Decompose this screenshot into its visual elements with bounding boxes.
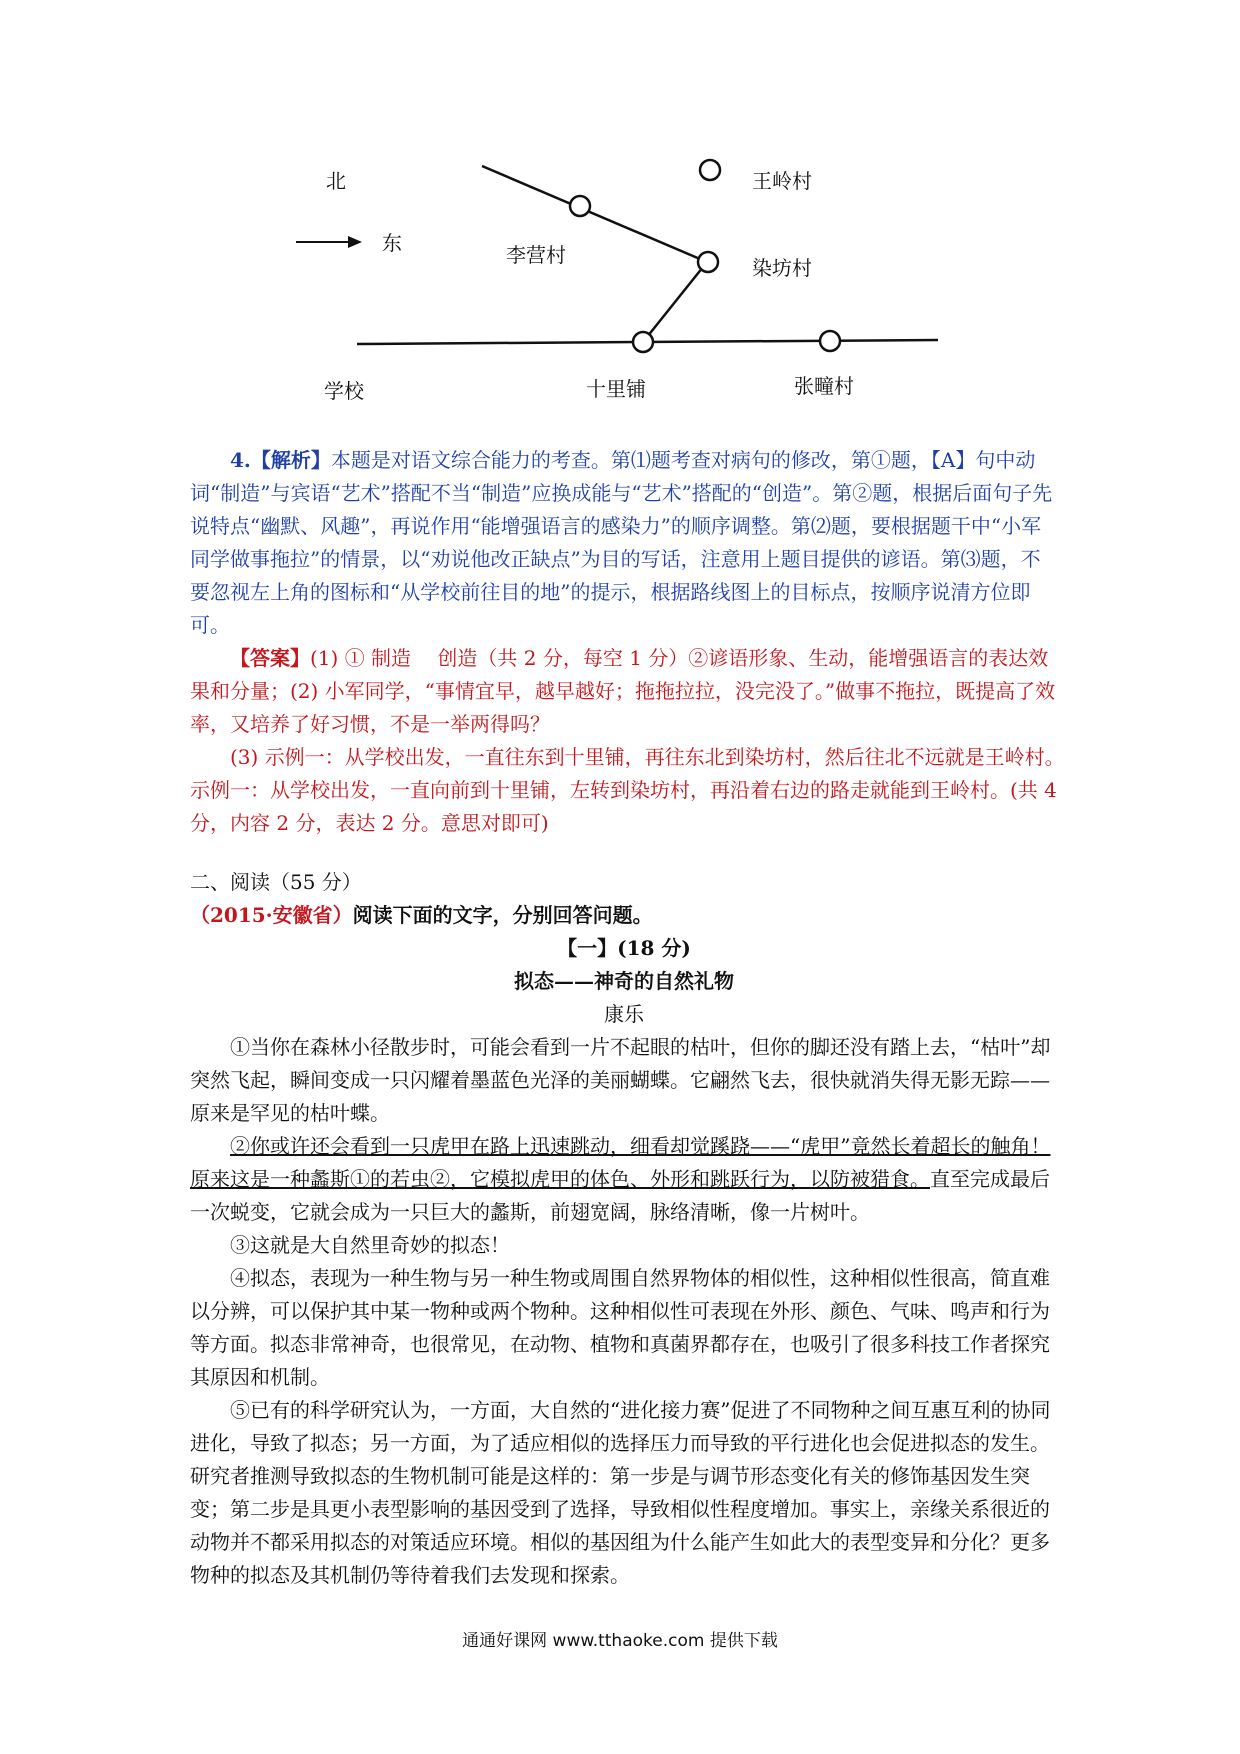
article-paragraph-2-underlined: ②你或许还会看到一只虎甲在路上迅速跳动，细看却觉蹊跷——“虎甲”竟然长着超长的触角！原来这是一种蠡斯①的若虫②，它模拟虎甲的体色、外形和跳跃行为，以防被猎食。 — [190, 1134, 1051, 1191]
article-paragraph-3: ③这就是大自然里奇妙的拟态！ — [230, 1233, 510, 1257]
article-title: 拟态——神奇的自然礼物 — [514, 969, 734, 993]
article-paragraph-4: ④拟态，表现为一种生物与另一种生物或周围自然界物体的相似性，这种相似性很高，简直难以分辨，可以保护其中某一物种或两个物种。这种相似性可表现在外形、颜色、气味、鸣声和行为等方面。拟态非常神奇，也很常见，在动物、植物和真菌界都存在，也吸引了很多科技工作者探究其原因和机制。 — [190, 1266, 1050, 1389]
village-label-wangling: 王岭村 — [752, 169, 812, 193]
answer-paragraph-2 — [190, 741, 1075, 840]
roads — [357, 166, 938, 344]
page-footer: 通通好课网 www.tthaoke.com 提供下载 — [462, 1631, 778, 1651]
question-source: （2015·安徽省） — [190, 903, 353, 927]
village-label-liying: 李营村 — [506, 243, 566, 267]
route-map — [0, 0, 1240, 420]
answer-label: 【答案】 — [230, 646, 310, 670]
section-heading: 二、阅读（55 分） — [190, 870, 362, 894]
village-label-zhangtong: 张疃村 — [794, 374, 854, 398]
question-source-line — [190, 899, 1058, 932]
answer-paragraph — [190, 642, 1058, 741]
answer-text-2: (3) 示例一：从学校出发，一直往东到十里铺，再往东北到染坊村，然后往北不远就是王岭村。 示例一：从学校出发，一直向前到十里铺，左转到染坊村，再沿着右边的路走就能到王岭村。(共 4 分，内容 2 分，表达 2 分。意思对即可) — [190, 745, 1075, 835]
article-paragraph-1: ①当你在森林小径散步时，可能会看到一片不起眼的枯叶，但你的脚还没有踏上去，“枯叶”却突然飞起，瞬间变成一只闪耀着墨蓝色光泽的美丽蝴蝶。它翩然飞去，很快就消失得无影无踪——原来是罕见的枯叶蝶。 — [190, 1035, 1051, 1125]
village-marker-zhangtong — [820, 331, 840, 351]
village-marker-ranfang — [698, 252, 718, 272]
village-label-school: 学校 — [324, 379, 364, 403]
question-instruction: 阅读下面的文字，分别回答问题。 — [352, 903, 653, 927]
reading-section — [190, 866, 1058, 1592]
analysis-text: 本题是对语文综合能力的考查。第⑴题考查对病句的修改，第①题，【A】句中动词“制造”与宾语“艺术”搭配不当“制造”应换成能与“艺术”搭配的“创造”。第②题，根据后面句子先说特点“幽默、风趣”，再说作用“能增强语言的感染力”的顺序调整。第⑵题，要根据题干中“小军同学做事拖拉”的情景，以“劝说他改正缺点”为目的写话，注意用上题目提供的谚语。第⑶题，不要忽视左上角的图标和“从学校前往目的地”的提示，根据路线图上的目标点，按顺序说清方位即可。 — [190, 448, 1053, 637]
village-label-ranfang: 染坊村 — [752, 256, 812, 280]
analysis-label: 4.【解析】 — [230, 448, 331, 472]
article-paragraph-2-rest: 直至完成最后一次蜕变，它就会成为一只巨大的蠡斯，前翅宽阔，脉络清晰，像一片树叶。 — [190, 1167, 1050, 1224]
village-marker-wangling — [700, 160, 720, 180]
answer-text-1: (1) ① 制造 创造（共 2 分，每空 1 分）②谚语形象、生动，能增强语言的表达效果和分量；(2) 小军同学，“事情宜早，越早越好；拖拖拉拉，没完没了。”做事不拖拉，既提高了效率，又培养了好习惯，不是一举两得吗？ — [190, 646, 1056, 736]
analysis-answer-section — [190, 444, 1075, 840]
east-label: 东 — [382, 231, 402, 255]
analysis-paragraph — [190, 444, 1058, 642]
north-label: 北 — [326, 169, 346, 193]
village-label-shilipu: 十里铺 — [586, 377, 646, 401]
article-paragraph-2 — [190, 1130, 1058, 1229]
village-marker-liying — [570, 196, 590, 216]
east-arrow-icon — [296, 236, 362, 248]
article-author: 康乐 — [604, 1002, 644, 1026]
article-paragraph-5: ⑤已有的科学研究认为，一方面，大自然的“进化接力赛”促进了不同物种之间互惠互利的协同进化，导致了拟态；另一方面，为了适应相似的选择压力而导致的平行进化也会促进拟态的发生。研究者推测导致拟态的生物机制可能是这样的：第一步是与调节形态变化有关的修饰基因发生突变；第二步是具更小表型影响的基因受到了选择，导致相似性程度增加。事实上，亲缘关系很近的动物并不都采用拟态的对策适应环境。相似的基因组为什么能产生如此大的表型变异和分化？更多物种的拟态及其机制仍等待着我们去发现和探索。 — [190, 1398, 1051, 1587]
village-marker-shilipu — [633, 332, 653, 352]
part-label: 【一】(18 分) — [557, 936, 691, 960]
